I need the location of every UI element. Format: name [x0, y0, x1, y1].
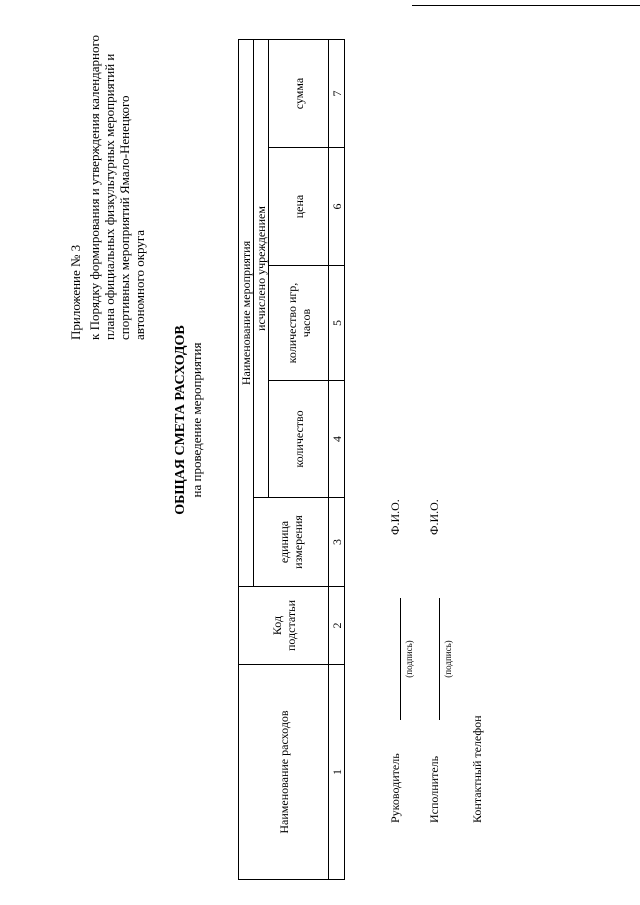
- header-event-name: Наименование мероприятия: [239, 39, 254, 586]
- executor-signature-hint: (подпись): [443, 640, 453, 678]
- header-quantity: количество: [269, 381, 329, 498]
- top-rule: [412, 5, 640, 6]
- head-label: Руководитель: [388, 753, 402, 823]
- annex-text: к Порядку формирования и утверждения календарного плана официальных физкультурных мероприятий и спортивных мероприятий Ямало-Ненецкого автономного округа: [87, 34, 147, 340]
- col-number-7: 7: [329, 39, 345, 147]
- head-fio: Ф.И.О.: [388, 499, 402, 535]
- head-signature-hint: (подпись): [404, 640, 414, 678]
- header-sum: сумма: [269, 39, 329, 147]
- col-number-1: 1: [329, 665, 345, 880]
- annex-block: [68, 30, 147, 340]
- executor-signature-line: [439, 598, 440, 720]
- document-title: ОБЩАЯ СМЕТА РАСХОДОВ: [173, 325, 188, 515]
- executor-label: Исполнитель: [427, 755, 441, 823]
- header-price: цена: [269, 148, 329, 266]
- expense-table: [238, 39, 345, 880]
- header-games-hours: количество игр, часов: [269, 266, 329, 381]
- col-number-4: 4: [329, 381, 345, 498]
- header-expense-name: Наименование расходов: [239, 665, 329, 880]
- document-subtitle: на проведение мероприятия: [189, 342, 204, 498]
- col-number-3: 3: [329, 498, 345, 587]
- contact-phone-label: Контактный телефон: [470, 715, 484, 823]
- col-number-6: 6: [329, 148, 345, 266]
- header-code: Код подстатьи: [239, 587, 329, 665]
- header-calculated: исчислено учреждением: [254, 39, 269, 497]
- executor-fio: Ф.И.О.: [427, 499, 441, 535]
- col-number-2: 2: [329, 587, 345, 665]
- head-signature-line: [400, 598, 401, 720]
- annex-title: Приложение № 3: [68, 244, 83, 340]
- col-number-5: 5: [329, 266, 345, 381]
- header-unit: единица измерения: [254, 498, 329, 587]
- rotated-page-content: [60, 20, 620, 880]
- document-heading: [173, 260, 204, 580]
